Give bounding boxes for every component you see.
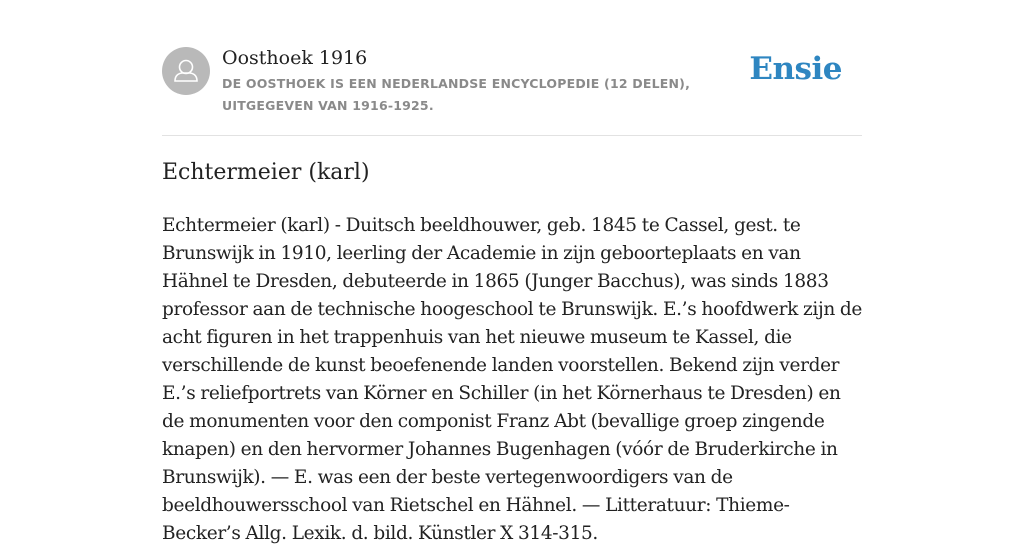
source-avatar[interactable] [162, 47, 210, 95]
brand-logo[interactable]: Ensie [749, 51, 842, 87]
entry-title: Echtermeier (karl) [162, 160, 370, 185]
entry-body: Echtermeier (karl) - Duitsch beeldhouwer, geb. 1845 te Cassel, gest. te Brunswijk in 1910, leerling der Academie in zijn geboorteplaats en van Hähnel te Dresden, debuteerde in 1865 (Junger Bacchus), was sinds 1883 professor aan de technische hoogeschool te Brunswijk. E.’s hoofdwerk zijn de acht figuren in het trappenhuis van het nieuwe museum te Kassel, die verschillende de kunst beoefenende landen voorstellen. Bekend zijn verder E.’s reliefportrets van Körner en Schiller (in het Körnerhaus te Dresden) en de monumenten voor den componist Franz Abt (bevallige groep zingende knapen) en den hervormer Johannes Bugenhagen (vóór de Bruderkirche in Brunswijk). — E. was een der beste vertegenwoordigers van de beeldhouwersschool van Rietschel en Hähnel. — Litteratuur: Thieme-Becker’s Allg. Lexik. d. bild. Künstler X 314-315. [162, 215, 863, 544]
user-icon [162, 47, 210, 95]
source-description: DE OOSTHOEK IS EEN NEDERLANDSE ENCYCLOPEDIE (12 DELEN), UITGEGEVEN VAN 1916-1925. [222, 76, 691, 113]
header-divider [162, 135, 862, 136]
source-header [162, 47, 862, 117]
source-title[interactable]: Oosthoek 1916 [222, 47, 368, 69]
